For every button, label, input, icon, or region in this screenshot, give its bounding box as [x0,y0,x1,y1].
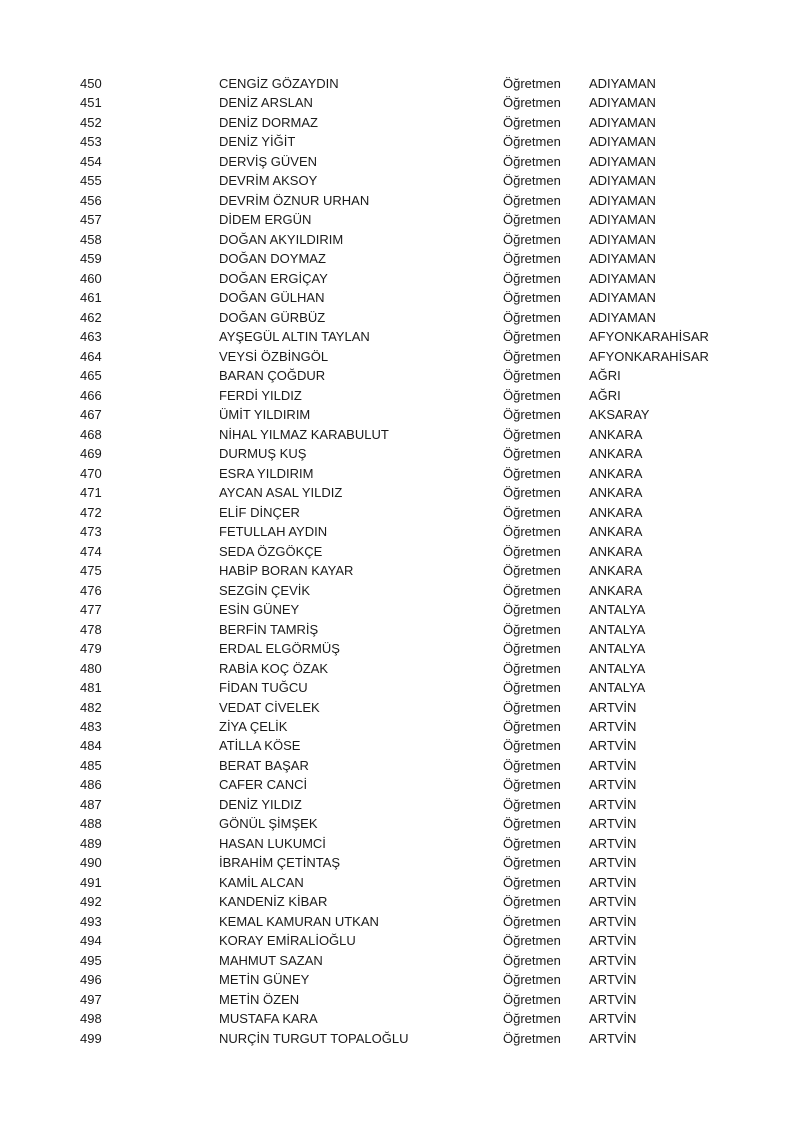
row-number: 451 [80,95,102,111]
person-role: Öğretmen [503,543,561,559]
person-name: AYCAN ASAL YILDIZ [219,485,343,501]
person-city: ARTVİN [589,991,637,1007]
person-name: DOĞAN DOYMAZ [219,251,326,267]
row-number: 494 [80,933,102,949]
list-row [0,366,800,385]
list-row [0,542,800,561]
person-city: ANKARA [589,465,643,481]
person-role: Öğretmen [503,602,561,618]
person-name: DİDEM ERGÜN [219,212,312,228]
person-city: ADIYAMAN [589,173,656,189]
person-role: Öğretmen [503,290,561,306]
person-name: KANDENİZ KİBAR [219,894,328,910]
person-role: Öğretmen [503,114,561,130]
person-city: ARTVİN [589,952,637,968]
person-city: ADIYAMAN [589,290,656,306]
person-role: Öğretmen [503,563,561,579]
person-role: Öğretmen [503,660,561,676]
person-city: ARTVİN [589,699,637,715]
row-number: 489 [80,835,102,851]
person-name: CENGİZ GÖZAYDIN [219,76,339,91]
person-name: GÖNÜL ŞİMŞEK [219,816,318,832]
person-role: Öğretmen [503,796,561,812]
person-role: Öğretmen [503,1011,561,1027]
person-role: Öğretmen [503,192,561,208]
list-row [0,269,800,288]
person-name: MUSTAFA KARA [219,1011,318,1027]
person-name: ELİF DİNÇER [219,504,300,520]
row-number: 470 [80,465,102,481]
list-row [0,347,800,366]
row-number: 457 [80,212,102,228]
list-row [0,873,800,892]
person-name: SEZGİN ÇEVİK [219,582,311,598]
person-role: Öğretmen [503,913,561,929]
person-name: DENİZ ARSLAN [219,95,313,111]
row-number: 477 [80,602,102,618]
person-role: Öğretmen [503,485,561,501]
person-role: Öğretmen [503,309,561,325]
person-role: Öğretmen [503,446,561,462]
row-number: 455 [80,173,102,189]
row-number: 493 [80,913,102,929]
person-city: ANKARA [589,485,643,501]
row-number: 459 [80,251,102,267]
person-name: ESRA YILDIRIM [219,465,314,481]
person-city: ADIYAMAN [589,192,656,208]
list-row [0,698,800,717]
person-name: DOĞAN GÜLHAN [219,290,325,306]
person-name: VEYSİ ÖZBİNGÖL [219,348,329,364]
person-name: BERFİN TAMRİŞ [219,621,319,637]
person-role: Öğretmen [503,991,561,1007]
person-role: Öğretmen [503,777,561,793]
person-role: Öğretmen [503,894,561,910]
person-name: METİN GÜNEY [219,972,310,988]
row-number: 498 [80,1011,102,1027]
person-city: ARTVİN [589,757,637,773]
person-name: RABİA KOÇ ÖZAK [219,660,329,676]
list-row [0,659,800,678]
row-number: 496 [80,972,102,988]
person-name: HABİP BORAN KAYAR [219,563,354,579]
person-name: ZİYA ÇELİK [219,718,288,734]
person-city: ARTVİN [589,1030,637,1046]
person-role: Öğretmen [503,134,561,150]
person-city: ARTVİN [589,1011,637,1027]
list-row [0,171,800,190]
person-name: DOĞAN ERGİÇAY [219,270,328,286]
row-number: 452 [80,114,102,130]
person-city: ANTALYA [589,621,646,637]
row-number: 454 [80,153,102,169]
list-row [0,990,800,1009]
person-city: ANKARA [589,446,643,462]
list-row [0,600,800,619]
list-row [0,210,800,229]
row-number: 460 [80,270,102,286]
row-number: 499 [80,1030,102,1046]
person-role: Öğretmen [503,874,561,890]
list-row [0,444,800,463]
row-number: 453 [80,134,102,150]
person-name: DEVRİM ÖZNUR URHAN [219,192,370,208]
list-row [0,327,800,346]
list-row [0,620,800,639]
row-number: 467 [80,407,102,423]
person-city: ARTVİN [589,816,637,832]
person-city: ARTVİN [589,972,637,988]
person-name: FERDİ YILDIZ [219,387,302,403]
person-role: Öğretmen [503,95,561,111]
row-number: 472 [80,504,102,520]
person-role: Öğretmen [503,680,561,696]
person-city: ADIYAMAN [589,76,656,91]
person-role: Öğretmen [503,835,561,851]
row-number: 480 [80,660,102,676]
row-number: 483 [80,718,102,734]
person-name: DENİZ YILDIZ [219,796,302,812]
person-role: Öğretmen [503,718,561,734]
person-name: ESİN GÜNEY [219,602,300,618]
person-name: FETULLAH AYDIN [219,524,328,540]
person-city: ARTVİN [589,718,637,734]
person-role: Öğretmen [503,212,561,228]
person-name: DERVİŞ GÜVEN [219,153,318,169]
person-city: ADIYAMAN [589,114,656,130]
row-number: 469 [80,446,102,462]
list-row [0,93,800,112]
person-role: Öğretmen [503,816,561,832]
person-role: Öğretmen [503,972,561,988]
person-city: ANTALYA [589,680,646,696]
person-name: VEDAT CİVELEK [219,699,320,715]
row-number: 495 [80,952,102,968]
person-city: ADIYAMAN [589,231,656,247]
list-row [0,483,800,502]
person-role: Öğretmen [503,582,561,598]
person-city: AKSARAY [589,407,650,423]
person-role: Öğretmen [503,855,561,871]
person-role: Öğretmen [503,465,561,481]
row-number: 468 [80,426,102,442]
person-role: Öğretmen [503,738,561,754]
person-city: ANTALYA [589,660,646,676]
person-city: ADIYAMAN [589,270,656,286]
person-name: DOĞAN AKYILDIRIM [219,231,344,247]
person-city: AĞRI [589,368,621,384]
person-city: ADIYAMAN [589,95,656,111]
list-row [0,464,800,483]
list-row [0,132,800,151]
person-city: ADIYAMAN [589,309,656,325]
person-role: Öğretmen [503,1030,561,1046]
person-name: MAHMUT SAZAN [219,952,323,968]
list-row [0,522,800,541]
person-role: Öğretmen [503,504,561,520]
person-role: Öğretmen [503,933,561,949]
person-city: ADIYAMAN [589,212,656,228]
list-row [0,74,800,93]
person-city: ANKARA [589,426,643,442]
row-number: 458 [80,231,102,247]
person-name: KORAY EMİRALİOĞLU [219,933,356,949]
list-row [0,892,800,911]
person-city: ARTVİN [589,777,637,793]
person-city: ARTVİN [589,835,637,851]
person-name: DEVRİM AKSOY [219,173,318,189]
list-row [0,639,800,658]
list-row [0,717,800,736]
person-role: Öğretmen [503,757,561,773]
list-row [0,834,800,853]
row-number: 474 [80,543,102,559]
list-row [0,561,800,580]
row-number: 487 [80,796,102,812]
person-city: AFYONKARAHİSAR [589,348,709,364]
row-number: 476 [80,582,102,598]
list-row [0,853,800,872]
person-role: Öğretmen [503,231,561,247]
row-number: 475 [80,563,102,579]
person-role: Öğretmen [503,641,561,657]
person-name: İBRAHİM ÇETİNTAŞ [219,855,341,871]
list-row [0,230,800,249]
person-name: NİHAL YILMAZ KARABULUT [219,426,389,442]
list-row [0,951,800,970]
list-row [0,191,800,210]
list-row [0,912,800,931]
person-role: Öğretmen [503,426,561,442]
list-row [0,152,800,171]
person-role: Öğretmen [503,407,561,423]
person-city: ANKARA [589,582,643,598]
person-name: SEDA ÖZGÖKÇE [219,543,323,559]
person-city: ANKARA [589,524,643,540]
person-name: BARAN ÇOĞDUR [219,368,326,384]
person-city: ANTALYA [589,641,646,657]
list-row [0,1029,800,1048]
person-name: AYŞEGÜL ALTIN TAYLAN [219,329,370,345]
list-row [0,795,800,814]
list-row [0,970,800,989]
list-row [0,931,800,950]
row-number: 463 [80,329,102,345]
row-number: 491 [80,874,102,890]
person-name: DOĞAN GÜRBÜZ [219,309,326,325]
person-role: Öğretmen [503,348,561,364]
row-number: 473 [80,524,102,540]
row-number: 465 [80,368,102,384]
person-name: HASAN LUKUMCİ [219,835,326,851]
person-city: ADIYAMAN [589,251,656,267]
row-number: 478 [80,621,102,637]
person-role: Öğretmen [503,387,561,403]
person-name: CAFER CANCİ [219,777,308,793]
row-number: 464 [80,348,102,364]
person-role: Öğretmen [503,699,561,715]
row-number: 485 [80,757,102,773]
person-name: DENİZ YİĞİT [219,134,296,150]
list-row [0,678,800,697]
person-city: ARTVİN [589,796,637,812]
row-number: 484 [80,738,102,754]
person-role: Öğretmen [503,173,561,189]
row-number: 461 [80,290,102,306]
person-role: Öğretmen [503,952,561,968]
row-number: 456 [80,192,102,208]
person-city: ARTVİN [589,933,637,949]
row-number: 490 [80,855,102,871]
person-name: DURMUŞ KUŞ [219,446,307,462]
person-name: ATİLLA KÖSE [219,738,301,754]
person-city: ANKARA [589,504,643,520]
list-row [0,775,800,794]
list-row [0,113,800,132]
person-role: Öğretmen [503,329,561,345]
person-name: NURÇİN TURGUT TOPALOĞLU [219,1030,409,1046]
row-number: 486 [80,777,102,793]
person-city: ANKARA [589,563,643,579]
person-role: Öğretmen [503,621,561,637]
person-city: ANTALYA [589,602,646,618]
person-name: ERDAL ELGÖRMÜŞ [219,641,340,657]
person-city: ARTVİN [589,894,637,910]
person-name: KAMİL ALCAN [219,874,304,890]
row-number: 479 [80,641,102,657]
person-city: ARTVİN [589,874,637,890]
row-number: 462 [80,309,102,325]
person-name: METİN ÖZEN [219,991,300,1007]
list-row [0,249,800,268]
person-role: Öğretmen [503,76,561,91]
person-city: AFYONKARAHİSAR [589,329,709,345]
person-city: ARTVİN [589,738,637,754]
list-row [0,288,800,307]
person-name: KEMAL KAMURAN UTKAN [219,913,379,929]
list-row [0,756,800,775]
person-city: ARTVİN [589,855,637,871]
row-number: 497 [80,991,102,1007]
person-name: FİDAN TUĞCU [219,680,308,696]
person-city: ARTVİN [589,913,637,929]
list-row [0,405,800,424]
person-role: Öğretmen [503,270,561,286]
person-role: Öğretmen [503,524,561,540]
list-row [0,1009,800,1028]
row-number: 481 [80,680,102,696]
list-row [0,736,800,755]
list-row [0,581,800,600]
row-number: 466 [80,387,102,403]
list-row [0,503,800,522]
list-row [0,386,800,405]
person-city: ADIYAMAN [589,153,656,169]
row-number: 450 [80,76,102,91]
teacher-list [0,74,800,1048]
list-row [0,308,800,327]
person-role: Öğretmen [503,153,561,169]
list-row [0,425,800,444]
person-role: Öğretmen [503,368,561,384]
row-number: 492 [80,894,102,910]
person-name: ÜMİT YILDIRIM [219,407,311,423]
row-number: 488 [80,816,102,832]
person-name: DENİZ DORMAZ [219,114,318,130]
person-name: BERAT BAŞAR [219,757,309,773]
person-city: ADIYAMAN [589,134,656,150]
person-city: ANKARA [589,543,643,559]
row-number: 482 [80,699,102,715]
person-role: Öğretmen [503,251,561,267]
row-number: 471 [80,485,102,501]
person-city: AĞRI [589,387,621,403]
list-row [0,814,800,833]
